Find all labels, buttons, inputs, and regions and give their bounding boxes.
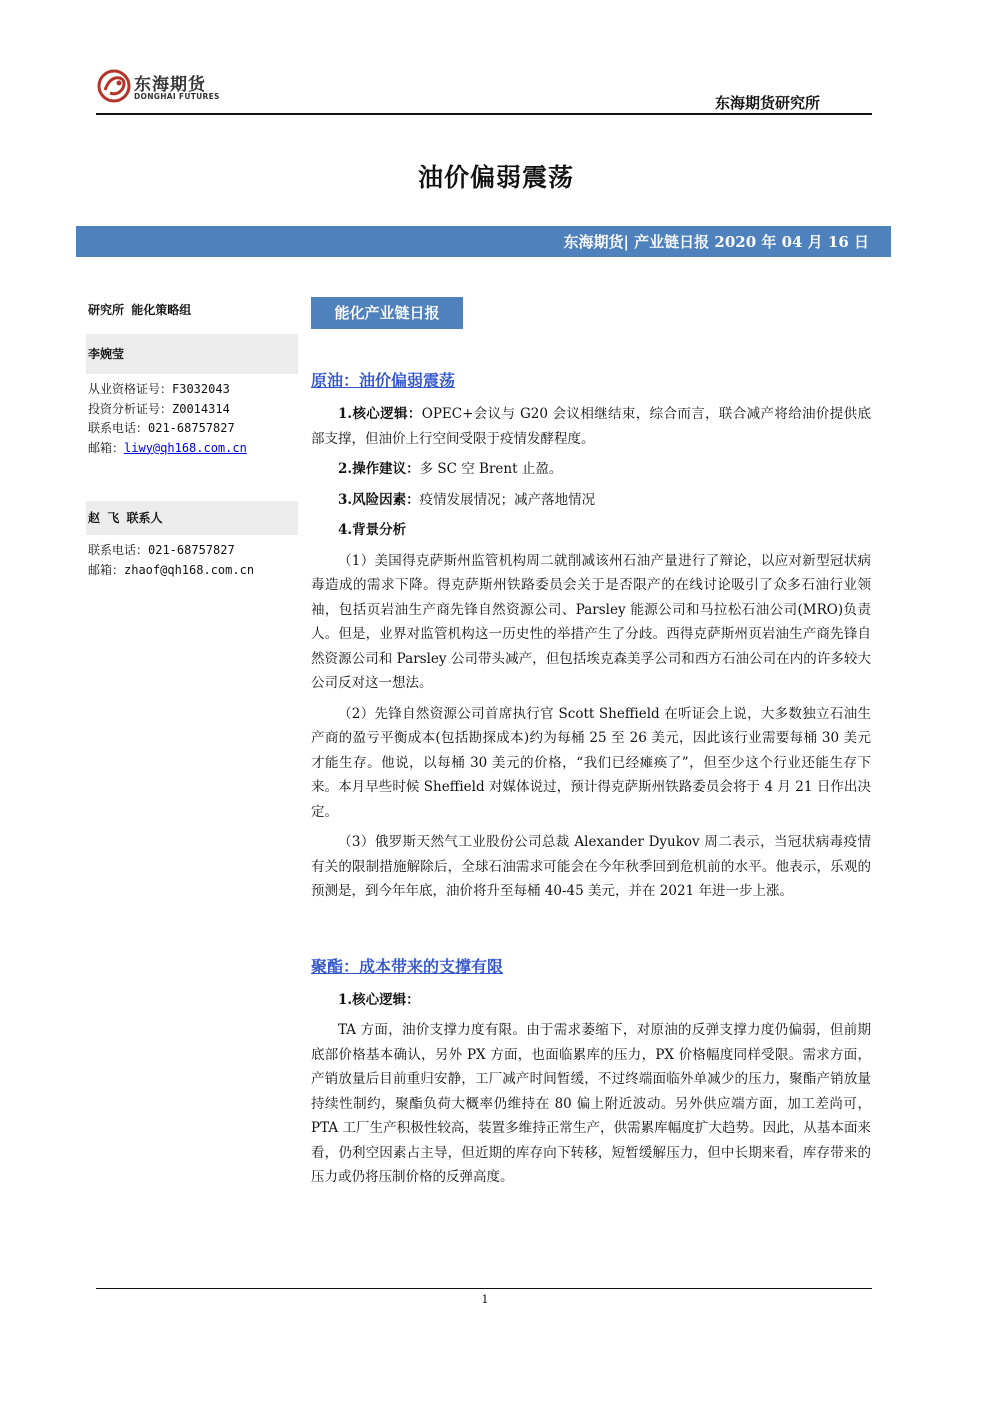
department-label: 研究所 能化策略组 bbox=[88, 303, 192, 317]
page-number: 1 bbox=[481, 1293, 489, 1306]
background-paragraph-1: （1）美国得克萨斯州监管机构周二就削减该州石油产量进行了辩论，以应对新型冠状病毒造成的需求下降。得克萨斯州铁路委员会关于是否限产的在线讨论吸引了众多石油行业领袖，包括页岩油生产商先锋自然资源公司、Parsley 能源公司和马拉松石油公司(MRO)负责人。但是，业界对监管机构这一历史性的举措产生了分歧。西得克萨斯州页岩油生产商先锋自然资源公司和 Parsley 公司带头减产，但包括埃克森美孚公司和西方石油公司在内的许多较大公司反对这一想法。 bbox=[311, 552, 871, 691]
report-body bbox=[311, 366, 871, 1190]
core-logic-paragraph bbox=[311, 402, 871, 451]
risk-factors-label: 3.风险因素： bbox=[338, 491, 420, 508]
core-logic-text: OPEC+会议与 G20 会议相继结束，综合而言，联合减产将给油价提供底部支撑，但油价上行空间受限于疫情发酵程度。 bbox=[311, 406, 871, 447]
operation-advice-label: 2.操作建议： bbox=[338, 461, 420, 477]
analyst-sidebar bbox=[86, 300, 298, 580]
background-paragraph-2: （2）先锋自然资源公司首席执行官 Scott Sheffield 在听证会上说，大多数独立石油生产商的盈亏平衡成本(包括勘探成本)约为每桶 25 至 26 美元，因此该行业需要每桶 30 美元才能生存。他说，以每桶 30 美元的价格，“我们已经瘫痪了”，但至少这个行业还能生存下来。本月早些时候 Sheffield 对媒体说过，预计得克萨斯州铁路委员会将于 4 月 21 日作出决定。 bbox=[311, 705, 871, 820]
polyester-core-logic-label: 1.核心逻辑： bbox=[338, 991, 420, 1008]
risk-factors-text: 疫情发展情况；减产落地情况 bbox=[419, 491, 596, 508]
background-heading bbox=[311, 518, 871, 543]
operation-advice-text: 多 SC 空 Brent 止盈。 bbox=[419, 461, 563, 477]
polyester-body-paragraph: TA 方面，油价支撑力度有限。由于需求萎缩下，对原油的反弹支撑力度仍偏弱，但前期底部价格基本确认，另外 PX 方面，也面临累库的压力，PX 价格幅度同样受限。需求方面，产销放量后目前重归安静，工厂减产时间暂缓，不过终端面临外单减少的压力，聚酯产销放量持续性制约，聚酯负荷大概率仍维持在 80 偏上附近波动。另外供应端方面，加工差尚可，PTA 工厂生产积极性较高，装置多维持正常生产，供需累库幅度扩大趋势。因此，从基本面来看，仍利空因素占主导，但近期的库存向下转移，短暂缓解压力，但中长期来看，库存带来的压力或仍将压制价格的反弹高度。 bbox=[311, 1022, 871, 1185]
company-logo bbox=[96, 68, 236, 108]
logo-chinese-name: 东海期货 bbox=[134, 75, 206, 95]
section-title-crude-oil[interactable]: 原油：油价偏弱震荡 bbox=[311, 371, 456, 390]
report-banner bbox=[76, 226, 891, 257]
institute-name: 东海期货研究所 bbox=[714, 94, 820, 112]
qualification-number: 从业资格证号：F3032043 bbox=[88, 382, 230, 396]
section-title-polyester[interactable]: 聚酯：成本带来的支撑有限 bbox=[311, 956, 504, 976]
contact-email: 邮箱：zhaof@qh168.com.cn bbox=[88, 562, 255, 577]
core-logic-label: 1.核心逻辑： bbox=[338, 406, 422, 422]
background-label: 4.背景分析 bbox=[338, 522, 407, 538]
contact-phone: 联系电话：021-68757827 bbox=[88, 543, 235, 557]
analyst-name: 李婉莹 bbox=[86, 334, 298, 374]
polyester-core-logic-heading bbox=[311, 988, 871, 1013]
report-title: 油价偏弱震荡 bbox=[417, 163, 574, 192]
risk-factors-paragraph bbox=[311, 488, 871, 513]
footer-divider bbox=[96, 1288, 872, 1289]
analyst-email-row bbox=[86, 439, 298, 459]
analyst-phone: 联系电话：021-68757827 bbox=[88, 421, 235, 435]
dragon-logo-icon bbox=[96, 68, 132, 104]
email-label: 邮箱： bbox=[88, 440, 125, 455]
investment-license-number: 投资分析证号：Z0014314 bbox=[88, 401, 230, 416]
contact-name: 赵 飞 联系人 bbox=[86, 501, 298, 535]
background-paragraph-3: （3）俄罗斯天然气工业股份公司总裁 Alexander Dyukov 周二表示，当冠状病毒疫情有关的限制措施解除后，全球石油需求可能会在今年秋季回到危机前的水平。他表示，乐观的预测是，到今年年底，油价将升至每桶 40-45 美元，并在 2021 年进一步上涨。 bbox=[311, 834, 871, 899]
operation-advice-paragraph bbox=[311, 457, 871, 482]
report-category-tag: 能化产业链日报 bbox=[311, 297, 463, 329]
analyst-email-link[interactable]: liwy@qh168.com.cn bbox=[124, 440, 247, 455]
logo-english-name: DONGHAI FUTURES bbox=[134, 92, 220, 101]
header-divider bbox=[96, 113, 872, 115]
banner-text: 东海期货| 产业链日报 2020 年 04 月 16 日 bbox=[563, 233, 869, 251]
